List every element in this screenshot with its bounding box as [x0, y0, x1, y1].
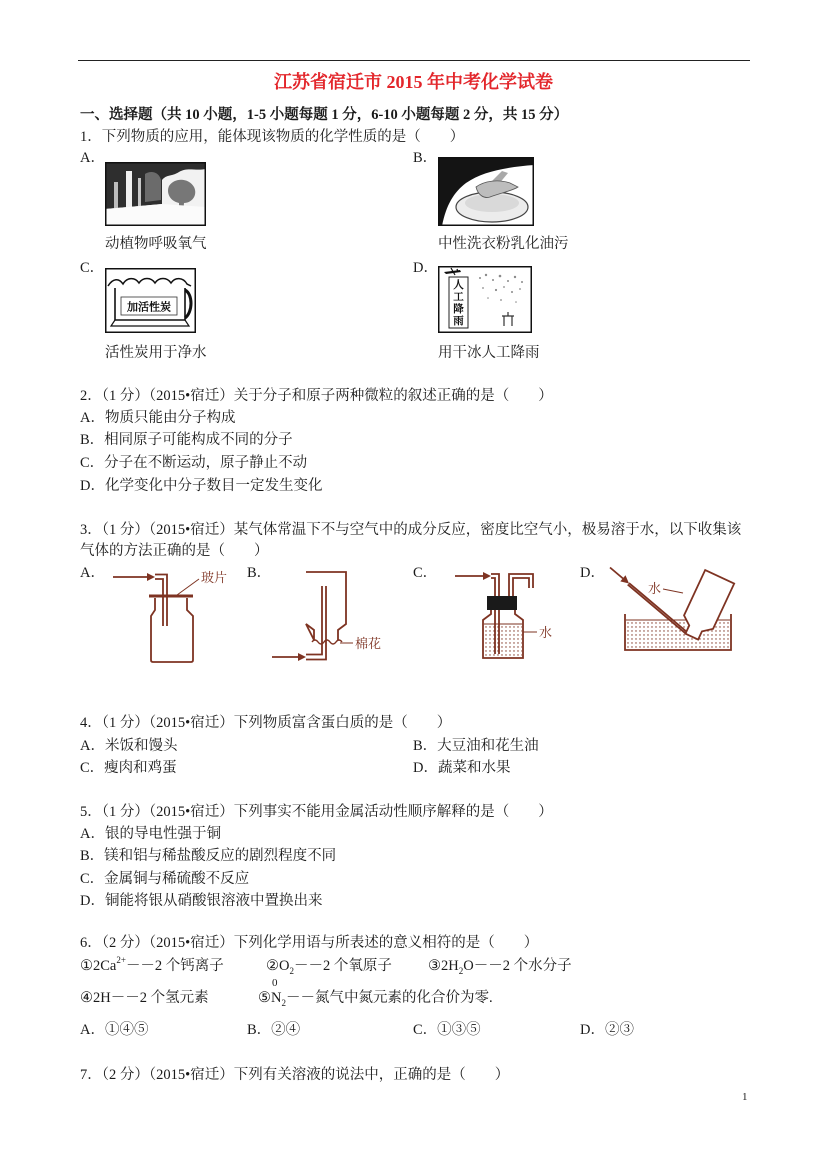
- chemical-formula: O: [279, 958, 290, 974]
- cloud-dot: [500, 299, 502, 301]
- q2-option-d: D．化学变化中分子数目一定发生变化: [80, 478, 323, 494]
- page-title: 江苏省宿迁市 2015 年中考化学试卷: [274, 72, 553, 92]
- formula-subscript: 2: [289, 966, 294, 976]
- q1-stem: 1．下列物质的应用，能体现该物质的化学性质的是（ ）: [80, 129, 465, 145]
- q1-option-c-image: [105, 268, 196, 333]
- item-number: ①: [80, 958, 93, 974]
- q1-option-b-label: B．: [413, 150, 438, 166]
- q3-stem-line-2: 气体的方法正确的是（ ）: [80, 543, 269, 559]
- water-label: 水: [539, 625, 553, 640]
- item-number: ⑤: [258, 990, 271, 1006]
- cloud-dot: [503, 286, 505, 288]
- gas-flow-arrowhead: [483, 572, 491, 580]
- q4-option-d: D．蔬菜和水果: [413, 760, 511, 776]
- chemical-formula: N: [271, 990, 282, 1006]
- page-number: 1: [742, 1091, 748, 1103]
- delivery-tube: [306, 586, 326, 660]
- q1-option-c-label: C．: [80, 260, 105, 276]
- q6-item-1: [80, 957, 224, 975]
- valence-formula: [271, 977, 286, 1008]
- cloud-dot: [495, 289, 497, 291]
- cloud-dot: [514, 276, 516, 278]
- chemical-formula: 2H: [93, 990, 111, 1006]
- q3-option-a-diagram: [105, 566, 235, 668]
- glass-slide-label: 玻片: [201, 570, 228, 585]
- item-number: ④: [80, 990, 93, 1006]
- cloud-dot: [519, 288, 521, 290]
- q1-option-b-image: [438, 157, 534, 226]
- cloud-dot: [479, 277, 481, 279]
- chemical-formula-tail: O: [463, 958, 474, 974]
- item-meaning: －－2 个氧原子: [293, 958, 392, 974]
- rubber-stopper: [487, 596, 517, 610]
- tree-trunk: [138, 178, 141, 208]
- q5-option-a: A．银的导电性强于铜: [80, 826, 221, 842]
- q3-option-d-diagram: [607, 566, 739, 654]
- q4-option-b: B．大豆油和花生油: [413, 738, 539, 754]
- q5-option-c: C．金属铜与稀硫酸不反应: [80, 871, 250, 887]
- item-meaning: －－2 个钙离子: [125, 958, 224, 974]
- q1-option-a-caption: 动植物呼吸氧气: [105, 236, 207, 252]
- q6-item-3: [428, 957, 572, 975]
- chemical-formula: 2Ca: [93, 958, 117, 974]
- item-number: ②: [266, 958, 279, 974]
- q3-option-b-label: B．: [247, 565, 272, 581]
- formula-subscript: 2: [281, 998, 286, 1008]
- outlet-tube: [509, 574, 533, 598]
- q6-item-2: [266, 957, 392, 975]
- q6-item-4: [80, 989, 209, 1007]
- q3-option-c-diagram: [453, 566, 565, 662]
- q1-option-c-caption: 活性炭用于净水: [105, 345, 207, 361]
- cloud-dot: [507, 280, 509, 282]
- q6-stem: 6．（2 分）（2015•宿迁）下列化学用语与所表述的意义相符的是（ ）: [80, 935, 539, 951]
- apparatus: [272, 572, 353, 660]
- gas-flow-arrowhead: [298, 653, 306, 661]
- apparatus: [113, 575, 199, 663]
- q6-option-c: C．①③⑤: [413, 1022, 481, 1038]
- q2-option-c: C．分子在不断运动，原子静止不动: [80, 455, 308, 471]
- cotton: [312, 640, 342, 644]
- cloud-dot: [485, 274, 487, 276]
- q7-stem: 7．（2 分）（2015•宿迁）下列有关溶液的说法中，正确的是（ ）: [80, 1067, 510, 1083]
- delivery-tube: [155, 575, 167, 627]
- item-meaning: －－氮气中氮元素的化合价为零.: [285, 990, 493, 1006]
- q6-item-5: [258, 977, 493, 1008]
- gas-flow-arrow-line: [610, 568, 623, 579]
- q1-option-d-caption: 用干冰人工降雨: [438, 345, 540, 361]
- cloud-dot: [487, 297, 489, 299]
- q6-option-a: A．①④⑤: [80, 1022, 149, 1038]
- valence-value: 0: [272, 977, 278, 989]
- q3-option-c-label: C．: [413, 565, 438, 581]
- artificial-rain-label: 人工降雨: [452, 279, 464, 327]
- q4-stem: 4．（1 分）（2015•宿迁）下列物质富含蛋白质的是（ ）: [80, 715, 452, 731]
- tree-trunk: [114, 182, 118, 209]
- q6-option-d: D．②③: [580, 1022, 634, 1038]
- formula-subscript: 2: [458, 966, 464, 976]
- cloud-dot: [521, 281, 523, 283]
- q4-option-a: A．米饭和馒头: [80, 738, 178, 754]
- ion-charge: 2+: [116, 955, 126, 965]
- basin-water: [465, 194, 519, 212]
- q6-option-b: B．②④: [247, 1022, 301, 1038]
- cloud-dot: [492, 279, 494, 281]
- tree-foliage: [145, 172, 161, 202]
- cotton-label: 棉花: [355, 636, 382, 651]
- cloud-dot: [515, 301, 517, 303]
- q4-option-c: C．瘦肉和鸡蛋: [80, 760, 177, 776]
- header-rule: [78, 60, 750, 61]
- q3-stem-line-1: 3．（1 分）（2015•宿迁）某气体常温下不与空气中的成分反应，密度比空气小，极易溶于水，以下收集该: [80, 522, 742, 538]
- q1-option-d-label: D．: [413, 260, 438, 276]
- glass-slide: [149, 595, 193, 598]
- cloud-dot: [499, 275, 502, 278]
- chemical-formula: 2H: [441, 958, 459, 974]
- q2-stem: 2．（1 分）（2015•宿迁）关于分子和原子两种微粒的叙述正确的是（ ）: [80, 388, 553, 404]
- gas-flow-arrowhead: [147, 573, 155, 581]
- cloud-dot: [511, 291, 513, 293]
- tree-trunk: [126, 171, 132, 211]
- item-meaning: －－2 个水分子: [473, 958, 572, 974]
- item-number: ③: [428, 958, 441, 974]
- gas-bottle: [151, 598, 193, 662]
- item-meaning: －－2 个氢元素: [110, 990, 209, 1006]
- section-heading: 一、选择题（共 10 小题，1-5 小题每题 1 分，6-10 小题每题 2 分，共 15 分）: [80, 107, 569, 123]
- water-label: 水: [648, 581, 662, 596]
- water-fill: [484, 624, 522, 657]
- q1-option-a-image: [105, 162, 206, 226]
- q2-option-b: B．相同原子可能构成不同的分子: [80, 432, 293, 448]
- cloud-dot: [482, 287, 484, 289]
- label-leader-line: [663, 589, 683, 593]
- q3-option-a-label: A．: [80, 565, 105, 581]
- q1-option-a-label: A．: [80, 150, 105, 166]
- q3-option-d-label: D．: [580, 565, 605, 581]
- q3-option-b-diagram: [268, 566, 386, 668]
- q5-stem: 5．（1 分）（2015•宿迁）下列事实不能用金属活动性顺序解释的是（ ）: [80, 804, 553, 820]
- q1-option-b-caption: 中性洗衣粉乳化油污: [438, 236, 569, 252]
- q5-option-d: D．铜能将银从硝酸银溶液中置换出来: [80, 893, 323, 909]
- activated-carbon-label: 加活性炭: [127, 301, 171, 314]
- q2-option-a: A．物质只能由分子构成: [80, 410, 236, 426]
- q5-option-b: B．镁和铝与稀盐酸反应的剧烈程度不同: [80, 848, 337, 864]
- label-leader-line: [177, 579, 199, 595]
